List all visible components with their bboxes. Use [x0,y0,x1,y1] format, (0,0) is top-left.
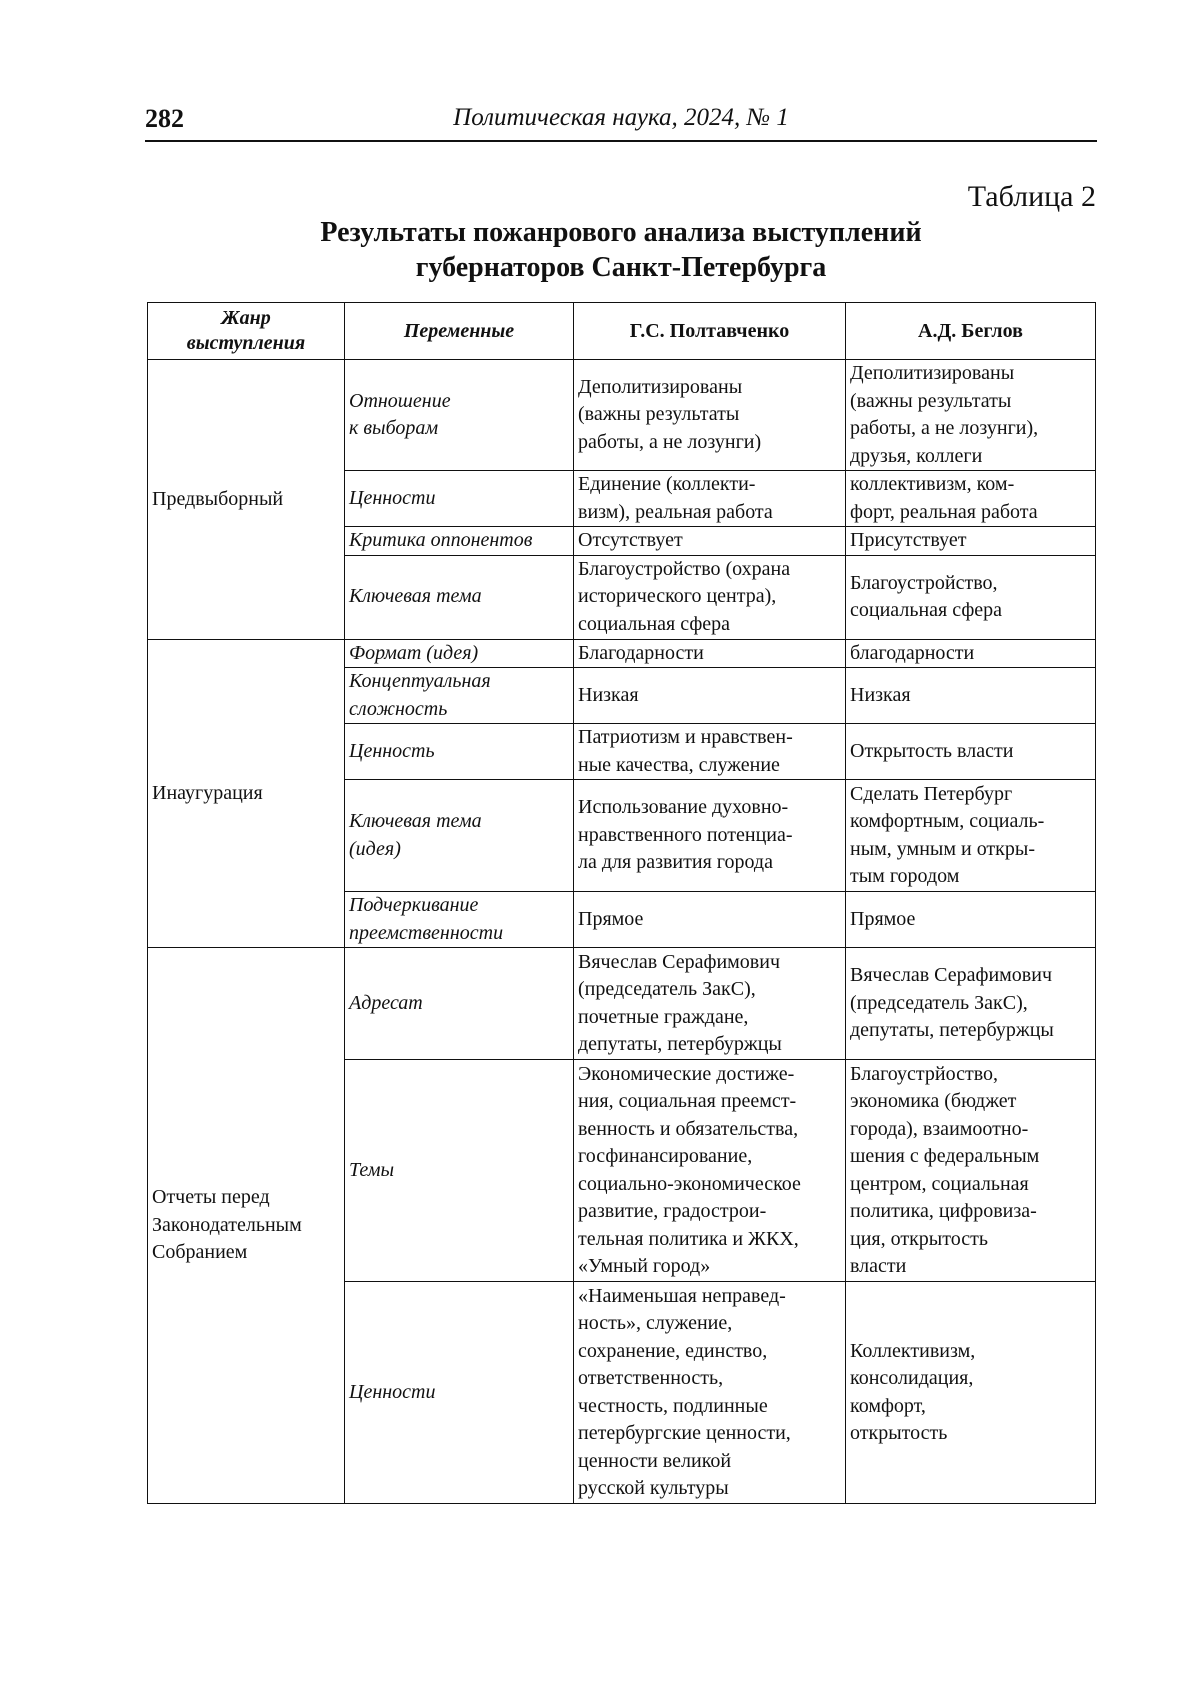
poltavchenko-cell: Вячеслав Серафимович (председатель ЗакС), почетные граждане, депутаты, петербуржцы [574,948,846,1060]
poltavchenko-cell: Деполитизированы (важны результаты работы, а не лозунги) [574,360,846,471]
beglov-cell: Открытость власти [846,724,1096,780]
poltavchenko-cell: Использование духовно- нравственного потенциа- ла для развития города [574,780,846,892]
variable-cell: Отношение к выборам [345,360,574,471]
table-row [148,360,1096,471]
variable-cell: Адресат [345,948,574,1060]
table-title: Результаты пожанрового анализа выступлений губернаторов Санкт-Петербурга [320,217,922,283]
poltavchenko-cell: Благоустройство (охрана исторического центра), социальная сфера [574,555,846,639]
column-header-genre: Жанр выступления [148,303,345,360]
genre-cell: Отчеты перед Законодательным Собранием [148,948,345,1504]
column-header-beglov: А.Д. Беглов [846,303,1096,360]
poltavchenko-cell: Единение (коллекти- визм), реальная работа [574,471,846,527]
journal-title: Политическая наука, 2024, № 1 [453,104,789,131]
beglov-cell: Вячеслав Серафимович (председатель ЗакС), депутаты, петербуржцы [846,948,1096,1060]
column-header-poltavchenko: Г.С. Полтавченко [574,303,846,360]
variable-cell: Ключевая тема [345,555,574,639]
beglov-cell: Присутствует [846,527,1096,556]
variable-cell: Концептуальная сложность [345,668,574,724]
beglov-cell: Деполитизированы (важны результаты работы, а не лозунги), друзья, коллеги [846,360,1096,471]
genre-cell: Предвыборный [148,360,345,640]
variable-cell: Критика оппонентов [345,527,574,556]
genre-cell: Инаугурация [148,639,345,948]
variable-cell: Темы [345,1060,574,1282]
beglov-cell: Благоустрйоство, экономика (бюджет города), взаимоотно- шения с федеральным центром, социальная политика, цифровиза- ция, открытость власти [846,1060,1096,1282]
beglov-cell: коллективизм, ком- форт, реальная работа [846,471,1096,527]
variable-cell: Подчеркивание преемственности [345,892,574,948]
poltavchenko-cell: Благодарности [574,639,846,668]
table-row [148,639,1096,668]
results-table [147,302,1096,1504]
table-label: Таблица 2 [967,180,1096,213]
beglov-cell: Низкая [846,668,1096,724]
beglov-cell: Коллективизм, консолидация, комфорт, открытость [846,1282,1096,1504]
poltavchenko-cell: Отсутствует [574,527,846,556]
poltavchenko-cell: «Наименьшая неправед- ность», служение, сохранение, единство, ответственность, честность, подлинные петербургские ценности, ценности великой русской культуры [574,1282,846,1504]
table-row [148,948,1096,1060]
running-header [145,100,1097,142]
poltavchenko-cell: Патриотизм и нравствен- ные качества, служение [574,724,846,780]
variable-cell: Ценности [345,1282,574,1504]
beglov-cell: Прямое [846,892,1096,948]
variable-cell: Ценности [345,471,574,527]
poltavchenko-cell: Прямое [574,892,846,948]
poltavchenko-cell: Низкая [574,668,846,724]
poltavchenko-cell: Экономические достиже- ния, социальная преемст- венность и обязательства, госфинансирование, социально-экономическое развитие, градострои- тельная политика и ЖКХ, «Умный город» [574,1060,846,1282]
page-number: 282 [145,104,184,133]
beglov-cell: Благоустройство, социальная сфера [846,555,1096,639]
beglov-cell: благодарности [846,639,1096,668]
beglov-cell: Сделать Петербург комфортным, социаль- ным, умным и откры- тым городом [846,780,1096,892]
variable-cell: Ключевая тема (идея) [345,780,574,892]
variable-cell: Ценность [345,724,574,780]
column-header-variables: Переменные [345,303,574,360]
table-header-row [148,303,1096,360]
variable-cell: Формат (идея) [345,639,574,668]
